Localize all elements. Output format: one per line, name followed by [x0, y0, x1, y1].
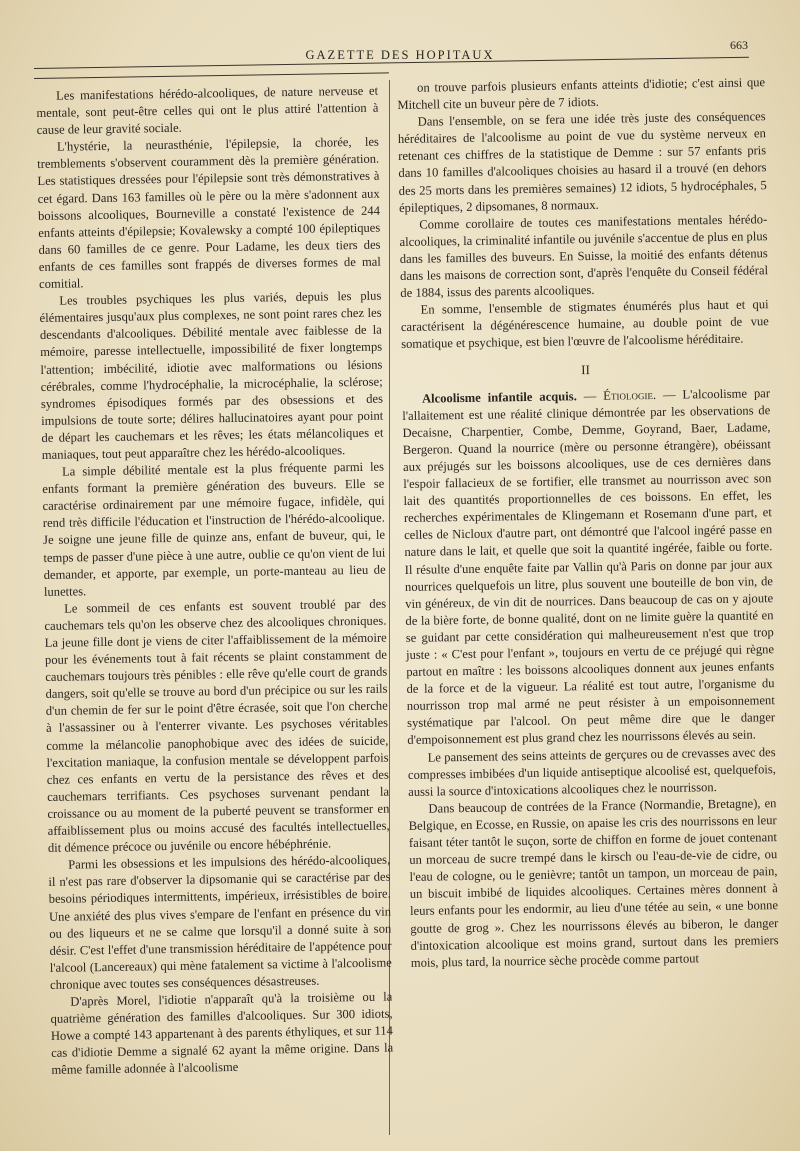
paragraph: Alcoolisme infantile acquis. — Étiologie. — L'alcoolisme par l'allaitement est une réalité clinique démontrée par les observations de Decaisne, Charpentier, Combe, Demme, Goyrand, Baer, Ladame, Bergeron. Quand la nourrice (mère ou personne étrangère), obéissant aux préjugés sur les boissons alcooliques, use de ces dernières dans l'espoir fallacieux de se fortifier, elle transmet au nourrisson avec son lait des quantités proportionnelles de ces boissons. En effet, les recherches expérimentales de Klingemann et Rosemann d'une part, et celles de Nicloux d'autre part, ont démontré que l'alcool ingéré passe en nature dans le lait, et quelle que soit la quantité ingérée, faible ou forte. Il résulte d'une enquête faite par Vallin qu'à Paris on donne par jour aux nourrices quelquefois un litre, plus souvent une bouteille de bon vin, de vin généreux, de vin dit de nourrices. Dans beaucoup de cas on y ajoute de la bière forte, de bonne qualité, dont on ne limite guère la quantité en se guidant par cette considération qui malheureusement n'est que trop juste : « C'est pour l'enfant », toujours en vertu de ce préjugé qui règne partout en maître : les boissons alcooliques donnent aux jeunes enfants de la force et de la vigueur. La réalité est tout autre, l'organisme du nourrisson trop mal armé ne peut résister à un empoisonnement systématique par l'alcool. On peut même dire que le danger d'empoisonnement est plus grand chez les nourrissons élevés au sein. — [402, 385, 776, 748]
section-label: Étiologie. — [603, 387, 657, 403]
paragraph: L'hystérie, la neurasthénie, l'épilepsie, la chorée, les tremblements s'observent couramment dès la première génération. Les statistiques dressées pour l'épilepsie sont très démonstratives à cet égard. Dans 163 familles où le père ou la mère s'adonnent aux boissons alcooliques, Bourneville a constaté l'existence de 244 enfants atteints d'épilepsie; Kovalewsky a compté 100 épileptiques dans 60 familles de ce genre. Pour Ladame, les deux tiers des enfants de ces familles sont frappés de diverses formes de mal comitial. — [37, 134, 381, 292]
paragraph: En somme, l'ensemble de stigmates énumérés plus haut et qui caractérisent la dégénérescence humaine, au double point de vue somatique et psychique, est bien l'œuvre de l'alcoolisme héréditaire. — [400, 297, 769, 352]
paragraph: La simple débilité mentale est la plus fréquente parmi les enfants formant la première génération des buveurs. Elle se caractérise ordinairement par une mémoire fugace, infidèle, qui rend très difficile l'éducation et l'instruction de l'hérédo-alcoolique. Je soigne une jeune fille de quinze ans, enfant de buveur, qui, le temps de passer d'une pièce à une autre, oublie ce qu'on vient de lui demander, et apporte, par exemple, un porte-manteau au lieu de lunettes. — [42, 459, 386, 599]
section-number: II — [581, 361, 591, 377]
section-runin-title: Alcoolisme infantile acquis. — [421, 388, 577, 406]
paragraph: Comme corollaire de toutes ces manifestations mentales hérédo-alcooliques, la criminalité infantile ou juvénile s'accentue de plus en plus dans les familles des buveurs. En Suisse, la moitié des enfants détenus dans les maisons de correction sont, d'après l'enquête du Conseil fédéral de 1884, issus des parents alcooliques. — [399, 211, 769, 301]
right-column — [397, 74, 779, 971]
header-rule-left — [34, 72, 389, 79]
paragraph-text: — L'alcoolisme par l'allaitement est une réalité clinique démontrée par les observations de Decaisne, Charpentier, Combe, Demme, Goyrand, Baer, Ladame, Bergeron. Quand la nourrice (mère ou personne étrangère), obéissant aux préjugés sur les boissons alcooliques, use de ces dernières dans l'espoir fallacieux de se fortifier, elle transmet au nourrisson avec son lait des quantités proportionnelles de ces boissons. En effet, les recherches expérimentales de Klingemann et Rosemann d'une part, et celles de Nicloux d'autre part, ont démontré que l'alcool ingéré passe en nature dans le lait, et quelle que soit la quantité ingérée, faible ou forte. Il résulte d'une enquête faite par Vallin qu'à Paris on donne par jour aux nourrices quelquefois un litre, plus souvent une bouteille de bon vin, de vin généreux, de vin dit de nourrices. Dans beaucoup de cas on y ajoute de la bière forte, de bonne qualité, dont on ne limite guère la quantité en se guidant par cette considération qui malheureusement n'est que trop juste : « C'est pour l'enfant », toujours en vertu de ce préjugé qui règne partout en maître : les boissons alcooliques donnent aux jeunes enfants de la force et de la vigueur. La réalité est tout autre, l'organisme du nourrisson trop mal armé ne peut résister à un empoisonnement systématique par l'alcool. On peut même dire que le danger d'empoisonnement est plus grand chez les nourrissons élevés au sein. — [402, 385, 776, 748]
paragraph: Dans l'ensemble, on se fera une idée très juste des conséquences héréditaires de l'alcoolisme au point de vue du système nerveux en retenant ces chiffres de la statistique de Demme : sur 57 enfants pris dans 10 familles d'alcooliques choisies au hasard il a trouvé (en dehors des 25 morts dans les premières semaines) 12 idiots, 5 hydrocéphales, 5 épileptiques, 2 dipsomanes, 8 normaux. — [397, 109, 767, 215]
paragraph: on trouve parfois plusieurs enfants atteints d'idiotie; c'est ainsi que Mitchell cite un buveur père de 7 idiots. — [397, 75, 766, 113]
paragraph: Dans beaucoup de contrées de la France (Normandie, Bretagne), en Belgique, en Ecosse, en Russie, on apaise les cris des nourrissons en leur faisant téter tantôt le suçon, sorte de chiffon en forme de jouet contenant un morceau de sucre trempé dans le kirsch ou l'eau-de-vie de cidre, ou l'eau de cologne, ou le genièvre; tantôt un tampon, un morceau de pain, un biscuit imbibé de liquides alcooliques. Certaines mères donnent à leurs enfants pour les endormir, au lieu d'une tétée au sein, « une bonne goutte de grog ». Chez les nourrissons élevés au biberon, le danger d'intoxication alcoolique est moins grand, surtout dans les premiers mois, plus tard, la nourrice sèche procède comme partout — [408, 795, 779, 970]
paragraph: Le pansement des seins atteints de gerçures ou de crevasses avec des compresses imbibées d'un liquide antiseptique alcoolisé est, quelquefois, aussi la source d'intoxications alcooliques chez le nourrisson. — [407, 744, 776, 799]
paragraph: Les manifestations hérédo-alcooliques, de nature nerveuse et mentale, sont peut-être celles qui ont le plus attiré l'attention à cause de leur gravité sociale. — [36, 83, 379, 138]
paragraph: Parmi les obsessions et les impulsions des hérédo-alcooliques, il n'est pas rare d'observer la dipsomanie qui se caractérise par des besoins périodiques intermittents, impérieux, irrésistibles de boire. Une anxiété des plus vives s'empare de l'enfant en présence du vin ou des liqueurs et ne se calme que lorsqu'il a donné suite à son désir. C'est l'effet d'une transmission héréditaire de l'appétence pour l'alcool (Lancereaux) qui mène fatalement sa victime à l'alcoolisme chronique avec toutes ses conséquences désastreuses. — [48, 852, 392, 992]
left-column — [36, 83, 394, 1080]
paragraph: Les troubles psychiques les plus variés, depuis les plus élémentaires jusqu'aux plus complexes, ne sont point rares chez les descendants d'alcooliques. Débilité mentale avec faiblesse de la mémoire, paresse intellectuelle, impossibilité de fixer longtemps l'attention; imbécilité, idiotie avec malformations ou lésions cérébrales, comme l'hydrocéphalie, la microcéphalie, la sclérose; syndromes épisodiques formés par des obsessions et des impulsions de toute sorte; délires hallucinatoires ayant pour point de départ les cauchemars et les rêves; les états mélancoliques et maniaques, tout peut apparaître chez les hérédo-alcooliques. — [39, 288, 384, 462]
page-number: 663 — [730, 38, 748, 52]
paragraph: D'après Morel, l'idiotie n'apparaît qu'à la troisième ou la quatrième génération des familles d'alcooliques. Sur 300 idiots, Howe a compté 143 appartenant à des parents éthyliques, et sur 114 cas d'idiotie Demme a signalé 62 ayant la même origine. Dans la même famille adonnée à l'alcoolisme — [50, 989, 394, 1078]
paragraph: Le sommeil de ces enfants est souvent troublé par des cauchemars tels qu'on les observe chez des alcooliques chroniques. La jeune fille dont je viens de citer l'affaiblissement de la mémoire pour les événements tout à fait récents se plaint constamment de cauchemars toujours très pénibles : elle rêve qu'elle court de grands dangers, soit qu'elle se trouve au bord d'un précipice ou sur les rails d'un chemin de fer sur le point d'être écrasée, soit que l'on cherche à l'assassiner ou à l'enterrer vivante. Les psychoses véritables comme la mélancolie panophobique avec des idées de suicide, l'excitation maniaque, la confusion mentale se développent parfois chez ces enfants en vertu de la persistance des rêves et des cauchemars terrifiants. Ces psychoses survenant pendant la croissance ou au moment de la puberté peuvent se transformer en affaiblissement plus ou moins accusé des facultés intellectuelles, dit démence précoce ou juvénile ou encore hébéphrénie. — [44, 596, 390, 856]
running-header: GAZETTE DES HOPITAUX — [305, 48, 495, 62]
